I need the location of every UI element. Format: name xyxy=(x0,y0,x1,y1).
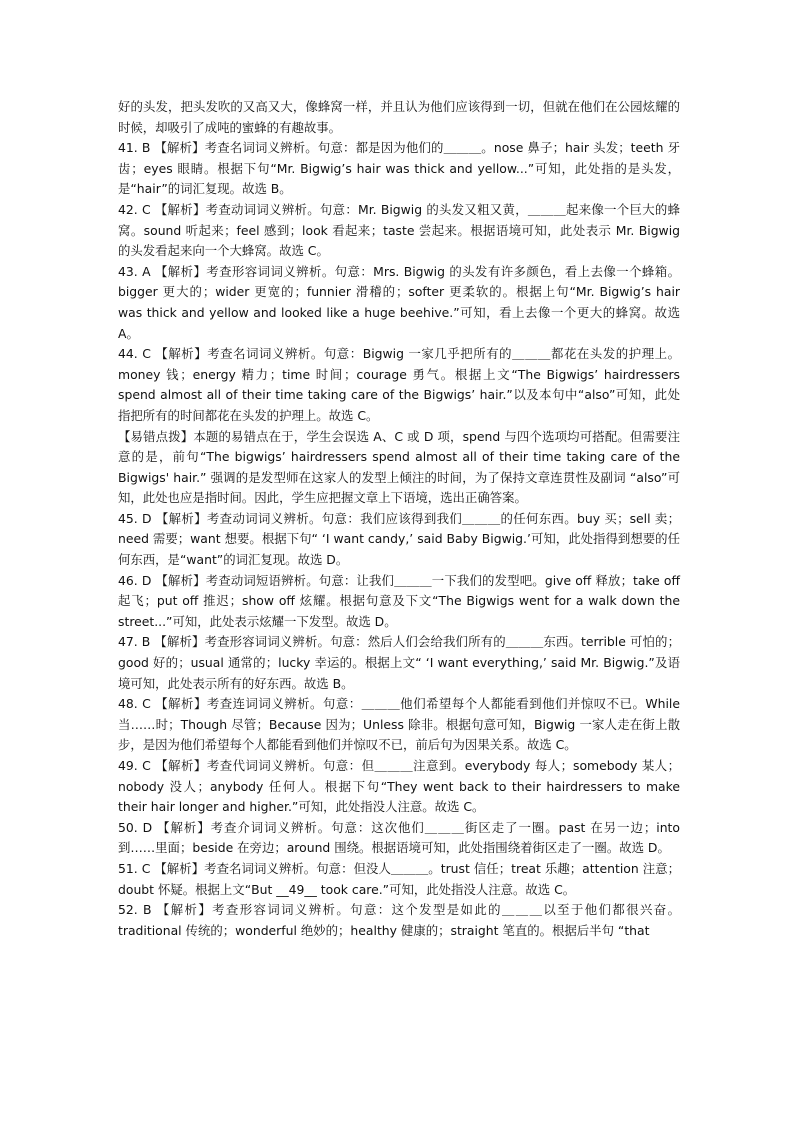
answer-48-explanation: 48. C 【解析】考查连词词义辨析。句意：＿＿＿他们希望每个人都能看到他们并惊叹不已。While 当……时；Though 尽管；Because 因为；Unless 除非。根据句意可知，Bigwig 一家人走在街上散步，是因为他们希望每个人都能看到他们并惊叹不已，前后句为因果关系。故选 C。 xyxy=(118,696,680,753)
answer-43-explanation: 43. A 【解析】考查形容词词义辨析。句意：Mrs. Bigwig 的头发有许多颜色，看上去像一个蜂箱。bigger 更大的；wider 更宽的；funnier 滑稽的；softer 更柔软的。根据上句“Mr. Bigwig’s hair was thick and yellow and looked like a huge beehive.”可知，看上去像一个更大的蜂窝。故选 A。 xyxy=(118,263,680,341)
answer-51-explanation: 51. C 【解析】考查名词词义辨析。句意：但没人＿＿＿。trust 信任；treat 乐趣；attention 注意；doubt 怀疑。根据上文“But __49__ took care.”可知，此处指没人注意。故选 C。 xyxy=(118,860,680,897)
intro-paragraph: 好的头发，把头发吹的又高又大，像蜂窝一样，并且认为他们应该得到一切，但就在他们在公园炫耀的时候，却吸引了成吨的蜜蜂的有趣故事。 xyxy=(118,99,680,135)
answer-52-explanation: 52. B 【解析】考查形容词词义辨析。句意：这个发型是如此的＿＿＿以至于他们都很兴奋。traditional 传统的；wonderful 绝妙的；healthy 健康的；straight 笔直的。根据后半句 “that xyxy=(118,902,680,938)
answer-42-explanation: 42. C 【解析】考查动词词义辨析。句意：Mr. Bigwig 的头发又粗又黄，＿＿＿起来像一个巨大的蜂窝。sound 听起来；feel 感到；look 看起来；taste 尝起来。根据语境可知，此处表示 Mr. Bigwig 的头发看起来向一个大蜂窝。故选 C。 xyxy=(118,201,680,259)
answer-41-explanation: 41. B 【解析】考查名词词义辨析。句意：都是因为他们的＿＿＿。nose 鼻子；hair 头发；teeth 牙齿；eyes 眼睛。根据下句“Mr. Bigwig’s hair was thick and yellow...”可知，此处指的是头发，是“hair”的词汇复现。故选 B。 xyxy=(118,140,680,197)
answer-49-explanation: 49. C 【解析】考查代词词义辨析。句意：但＿＿＿注意到。everybody 每人；somebody 某人；nobody 没人；anybody 任何人。根据下句“They went back to their hairdressers to make their hair longer and higher.”可知，此处指没人注意。故选 C。 xyxy=(118,758,680,815)
error-prone-tip: 【易错点拨】本题的易错点在于，学生会误选 A、C 或 D 项，spend 与四个选项均可搭配。但需要注意的是，前句“The bigwigs’ hairdressers spend almost all of their time taking care of the Bigwigs' hair.” 强调的是发型师在这家人的发型上倾注的时间，为了保持文章连贯性及副词 “also”可知，此处也应是指时间。因此，学生应把握文章上下语境，选出正确答案。 xyxy=(118,428,680,506)
answer-45-explanation: 45. D 【解析】考查动词词义辨析。句意：我们应该得到我们＿＿＿的任何东西。buy 买；sell 卖；need 需要；want 想要。根据下句“ ‘I want candy,’ said Baby Bigwig.’可知，此处指得到想要的任何东西，是“want”的词汇复现。故选 D。 xyxy=(118,510,680,568)
answer-explanation-document xyxy=(118,97,680,941)
answer-50-explanation: 50. D 【解析】考查介词词义辨析。句意：这次他们＿＿＿街区走了一圈。past 在另一边；into 到……里面；beside 在旁边；around 围绕。根据语境可知，此处指围绕着街区走了一圈。故选 D。 xyxy=(118,819,680,856)
answer-44-explanation: 44. C 【解析】考查名词词义辨析。句意：Bigwig 一家几乎把所有的＿＿＿都花在头发的护理上。money 钱；energy 精力；time 时间；courage 勇气。根据上文“The Bigwigs’ hairdressers spend almost all of their time taking care of the Bigwigs’ hair.”以及本句中“also”可知，此处指把所有的时间都花在头发的护理上。故选 C。 xyxy=(118,346,680,423)
answer-46-explanation: 46. D 【解析】考查动词短语辨析。句意：让我们＿＿＿一下我们的发型吧。give off 释放；take off 起飞；put off 推迟；show off 炫耀。根据句意及下文“The Bigwigs went for a walk down the street...”可知，此处表示炫耀一下发型。故选 D。 xyxy=(118,572,680,629)
answer-47-explanation: 47. B 【解析】考查形容词词义辨析。句意：然后人们会给我们所有的＿＿＿东西。terrible 可怕的；good 好的；usual 通常的；lucky 幸运的。根据上文“ ‘I want everything,’ said Mr. Bigwig.”及语境可知，此处表示所有的好东西。故选 B。 xyxy=(118,634,680,691)
